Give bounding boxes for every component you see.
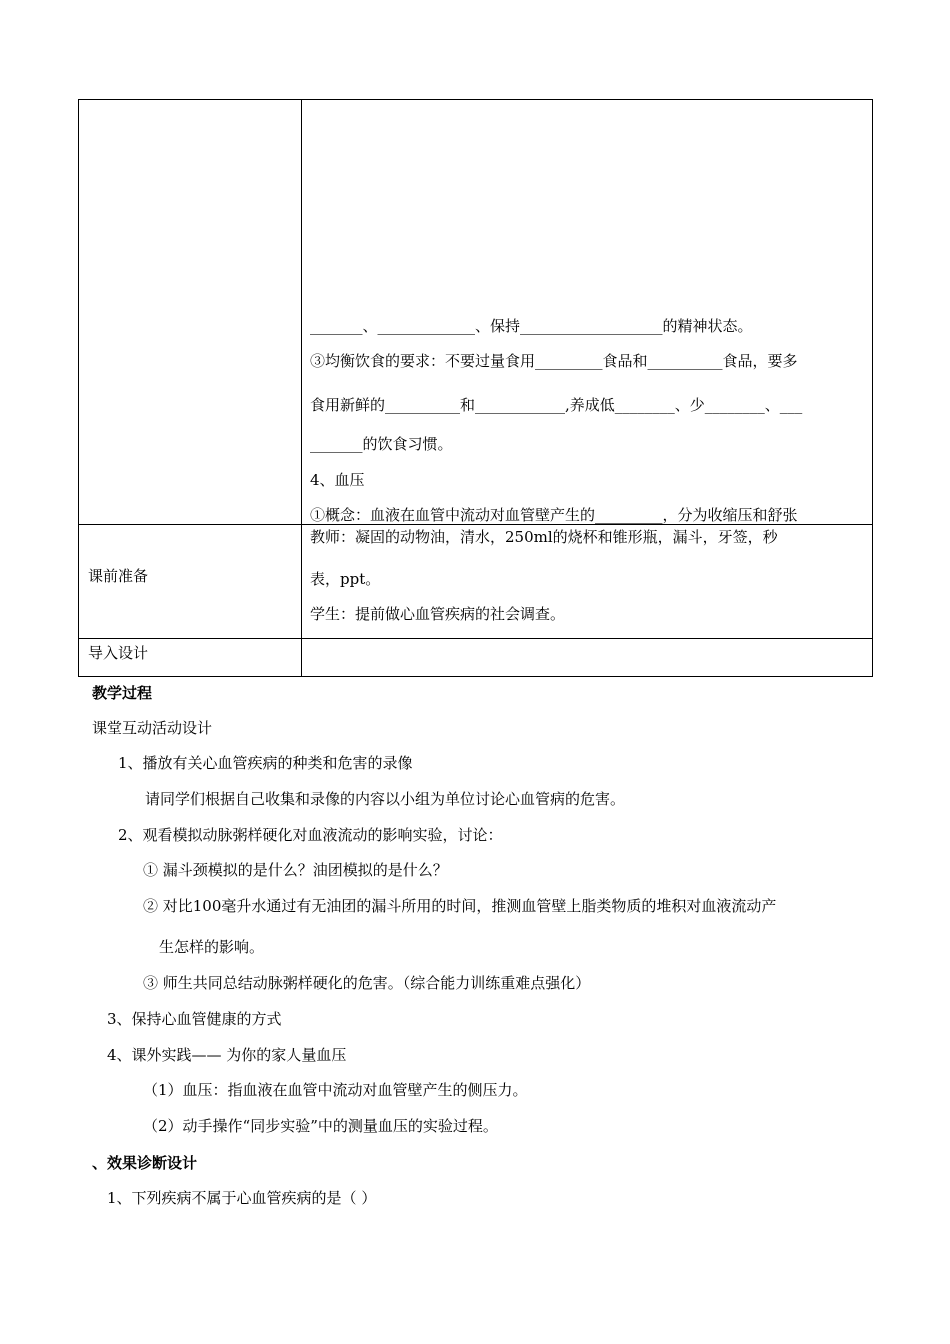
- heading-diagnosis: 、效果诊断设计: [92, 1154, 198, 1172]
- question-line: ② 对比100毫升水通过有无油团的漏斗所用的时间，推测血管壁上脂类物质的堆积对血液流动产: [143, 897, 777, 915]
- list-item: 3、保持心血管健康的方式: [107, 1010, 282, 1028]
- content-line: 食用新鲜的__________和____________,养成低________、少________、___: [310, 396, 803, 414]
- prep-teacher-line: 教师：凝固的动物油，清水，250ml的烧杯和锥形瓶，漏斗，牙签，秒: [310, 528, 778, 546]
- list-item: 2、观看模拟动脉粥样硬化对血液流动的影响实验，讨论：: [118, 826, 503, 844]
- prep-label: 课前准备: [88, 567, 149, 585]
- content-line: ③均衡饮食的要求：不要过量食用_________食品和__________食品，要多: [310, 352, 798, 370]
- prep-teacher-line-cont: 表，ppt。: [310, 570, 381, 588]
- content-line: 4、血压: [310, 471, 365, 489]
- prep-student-line: 学生：提前做心血管疾病的社会调查。: [310, 605, 566, 623]
- question-line-cont: 生怎样的影响。: [159, 938, 265, 956]
- question-line: ① 漏斗颈模拟的是什么？油团模拟的是什么？: [143, 861, 448, 879]
- content-line: _______的饮食习惯。: [310, 435, 453, 453]
- table-row-divider: [79, 638, 872, 639]
- list-item: 4、课外实践—— 为你的家人量血压: [107, 1046, 347, 1064]
- heading-process: 教学过程: [92, 684, 153, 702]
- sub-heading: 课堂互动活动设计: [92, 719, 213, 737]
- list-item: 1、播放有关心血管疾病的种类和危害的录像: [118, 754, 413, 772]
- list-item-detail: （1）血压：指血液在血管中流动对血管壁产生的侧压力。: [143, 1081, 528, 1099]
- question-item: 1、下列疾病不属于心血管疾病的是（ ）: [107, 1189, 377, 1207]
- list-item-detail: （2）动手操作“同步实验”中的测量血压的实验过程。: [143, 1117, 498, 1135]
- content-line: _______、_____________、保持___________________的精神状态。: [310, 317, 753, 335]
- lesson-table: [78, 99, 873, 677]
- list-item-detail: 请同学们根据自己收集和录像的内容以小组为单位讨论心血管病的危害。: [145, 790, 626, 808]
- content-line: ①概念：血液在血管中流动对血管壁产生的_________，分为收缩压和舒张: [310, 506, 798, 524]
- question-line: ③ 师生共同总结动脉粥样硬化的危害。（综合能力训练重难点强化）: [143, 974, 591, 992]
- table-column-divider: [301, 100, 302, 676]
- intro-label: 导入设计: [88, 644, 149, 662]
